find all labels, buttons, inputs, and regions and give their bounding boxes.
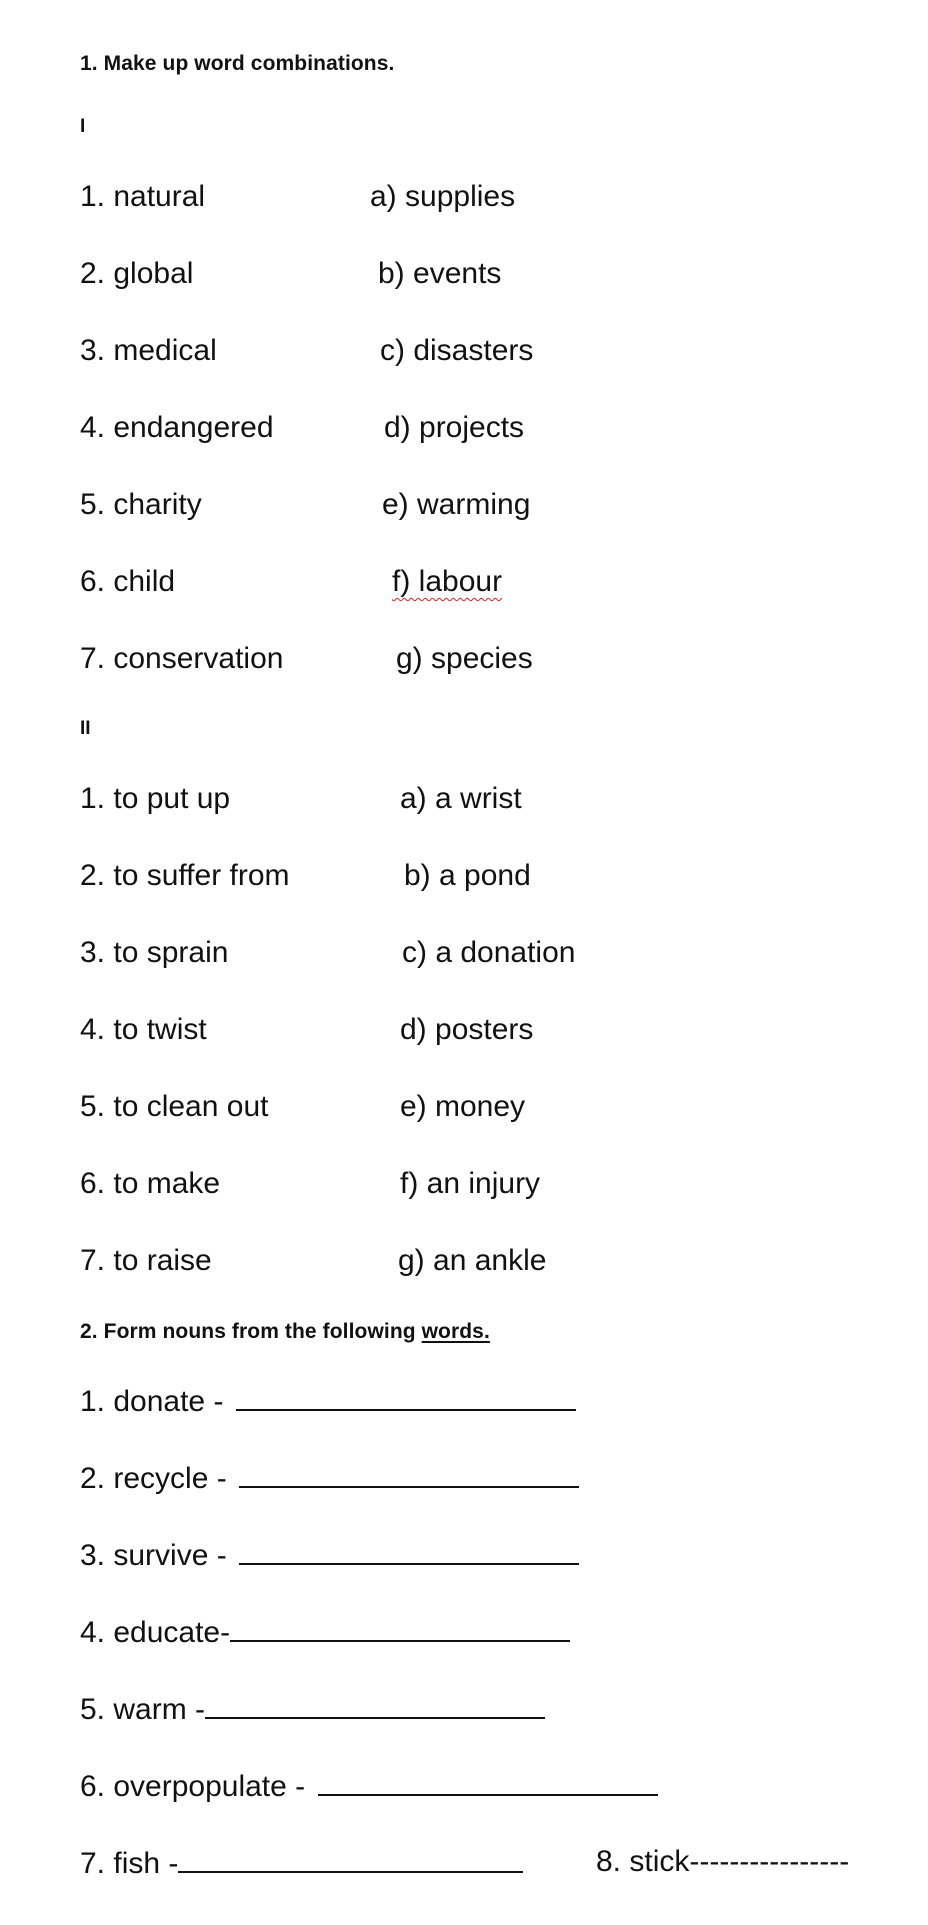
task2-item — [80, 1689, 545, 1729]
part1-left-item: 2. global — [80, 257, 194, 290]
part1-right-item: d) projects — [384, 411, 525, 444]
task2-item-word: 4. educate- — [80, 1616, 231, 1649]
part1-right-item: g) species — [396, 642, 533, 675]
task2-item-word: 2. recycle - — [80, 1462, 227, 1495]
answer-blank[interactable] — [205, 1689, 545, 1719]
part2-left-item: 2. to suffer from — [80, 859, 290, 892]
part2-right-item: d) posters — [400, 1013, 534, 1046]
task1-heading: 1. Make up word combinations. — [80, 52, 395, 75]
task2-item-stick: 8. stick---------------- — [596, 1845, 850, 1878]
task2-item — [80, 1843, 523, 1883]
part2-label: II — [80, 718, 91, 739]
task2-item-word: 7. fish - — [80, 1847, 179, 1880]
part2-right-item: b) a pond — [404, 859, 531, 892]
task2-item-word: 1. donate - — [80, 1385, 224, 1418]
part1-label: I — [80, 116, 86, 137]
part2-left-item: 6. to make — [80, 1167, 221, 1200]
part2-right-item: f) an injury — [400, 1167, 541, 1200]
answer-blank[interactable] — [318, 1766, 658, 1796]
task2-item — [80, 1612, 570, 1652]
task2-item-word: 5. warm - — [80, 1693, 206, 1726]
part1-right-item: a) supplies — [370, 180, 516, 213]
part1-left-item: 6. child — [80, 565, 176, 598]
task2-item-word: 3. survive - — [80, 1539, 227, 1572]
answer-blank[interactable] — [230, 1612, 570, 1642]
part1-right-item: c) disasters — [380, 334, 534, 367]
answer-blank[interactable] — [239, 1458, 579, 1488]
part1-right-item: f) labour — [392, 565, 503, 598]
part2-right-item: g) an ankle — [398, 1244, 547, 1277]
task2-heading-text: 2. Form nouns from the following — [80, 1320, 422, 1343]
part2-left-item: 7. to raise — [80, 1244, 212, 1277]
part2-right-item: e) money — [400, 1090, 526, 1123]
part1-left-item: 5. charity — [80, 488, 202, 521]
part2-right-item: c) a donation — [402, 936, 576, 969]
answer-blank[interactable] — [236, 1381, 576, 1411]
part2-left-item: 4. to twist — [80, 1013, 207, 1046]
part1-right-item: b) events — [378, 257, 502, 290]
part1-left-item: 3. medical — [80, 334, 217, 367]
part2-right-item: a) a wrist — [400, 782, 522, 815]
answer-blank[interactable] — [178, 1843, 523, 1873]
part1-left-item: 7. conservation — [80, 642, 284, 675]
task2-heading-underlined: words. — [421, 1320, 490, 1343]
task2-item — [80, 1381, 576, 1421]
part2-left-item: 5. to clean out — [80, 1090, 269, 1123]
task2-item-word: 6. overpopulate - — [80, 1770, 306, 1803]
task2-item — [80, 1458, 579, 1498]
task2-item — [80, 1535, 579, 1575]
part1-right-item: e) warming — [382, 488, 531, 521]
part1-left-item: 4. endangered — [80, 411, 274, 444]
part1-left-item: 1. natural — [80, 180, 206, 213]
part2-left-item: 3. to sprain — [80, 936, 229, 969]
task2-item — [80, 1766, 658, 1806]
answer-blank[interactable] — [239, 1535, 579, 1565]
part2-left-item: 1. to put up — [80, 782, 231, 815]
task2-heading — [80, 1320, 490, 1344]
